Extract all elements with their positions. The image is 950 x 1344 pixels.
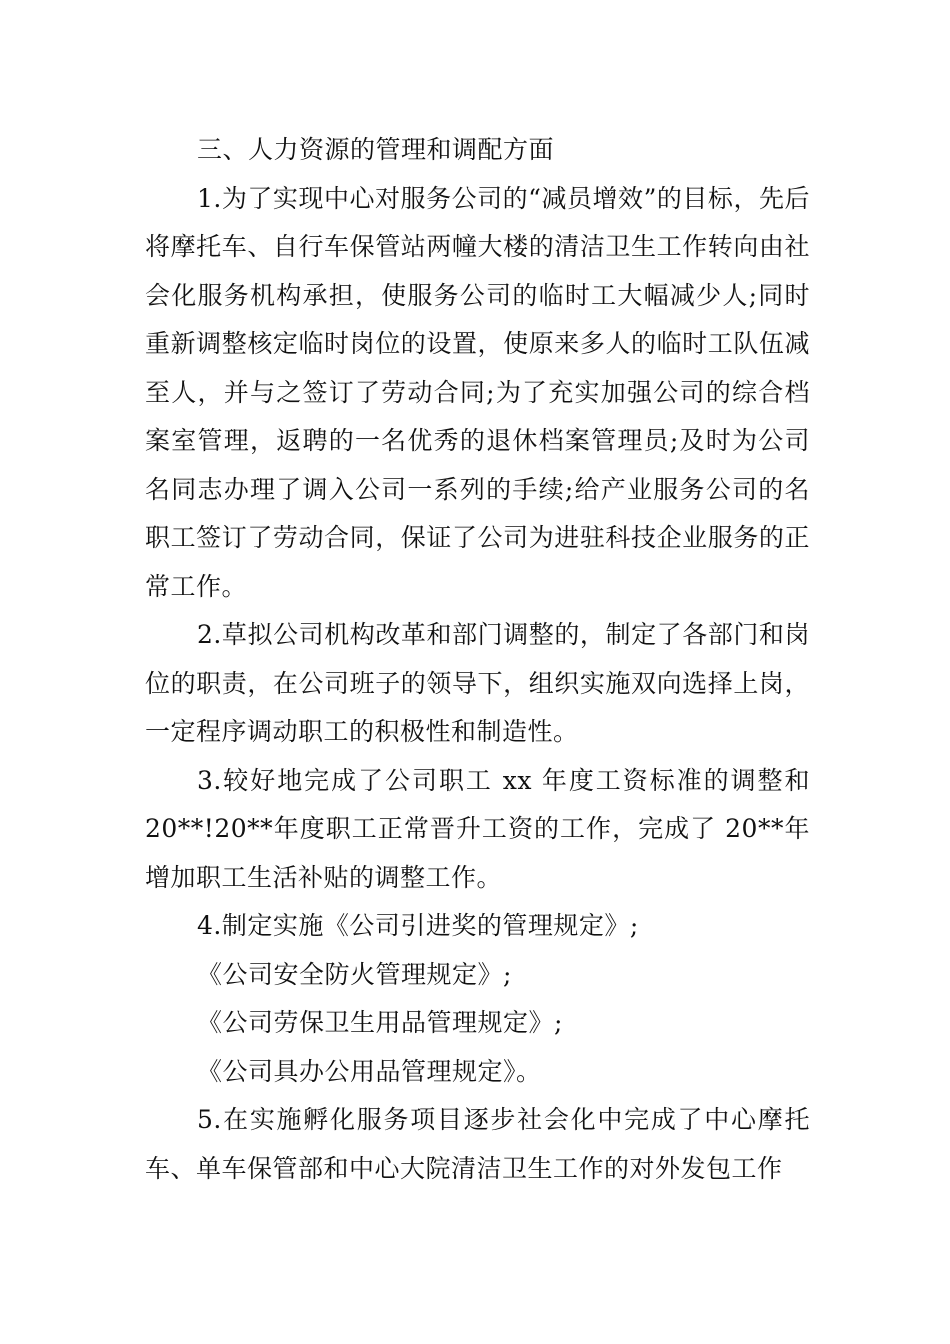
- section-heading: 三、人力资源的管理和调配方面: [197, 135, 555, 164]
- paragraph-4: 4.制定实施《公司引进奖的管理规定》;: [197, 911, 639, 940]
- paragraph-2: 2.草拟公司机构改革和部门调整的，制定了各部门和岗位的职责，在公司班子的领导下，组织实施双向选择上岗，一定程序调动职工的积极性和制造性。: [145, 620, 810, 746]
- regulation-item-2: 《公司劳保卫生用品管理规定》;: [197, 1008, 563, 1037]
- paragraph-1: 1.为了实现中心对服务公司的“减员增效”的目标，先后将摩托车、自行车保管站两幢大楼的清洁卫生工作转向由社会化服务机构承担，使服务公司的临时工大幅减少人;同时重新调整核定临时岗位的设置，使原来多人的临时工队伍减至人，并与之签订了劳动合同;为了充实加强公司的综合档案室管理，返聘的一名优秀的退休档案管理员;及时为公司名同志办理了调入公司一系列的手续;给产业服务公司的名职工签订了劳动合同，保证了公司为进驻科技企业服务的正常工作。: [145, 183, 810, 601]
- regulation-item-3: 《公司具办公用品管理规定》。: [197, 1056, 542, 1086]
- paragraph-5: 5.在实施孵化服务项目逐步社会化中完成了中心摩托车、单车保管部和中心大院清洁卫生工作的对外发包工作: [145, 1105, 810, 1183]
- regulation-item-1: 《公司安全防火管理规定》;: [197, 959, 512, 989]
- document-body: [145, 126, 810, 1193]
- paragraph-3: 3.较好地完成了公司职工 xx 年度工资标准的调整和20**!20**年度职工正常晋升工资的工作，完成了 20**年增加职工生活补贴的调整工作。: [145, 765, 810, 892]
